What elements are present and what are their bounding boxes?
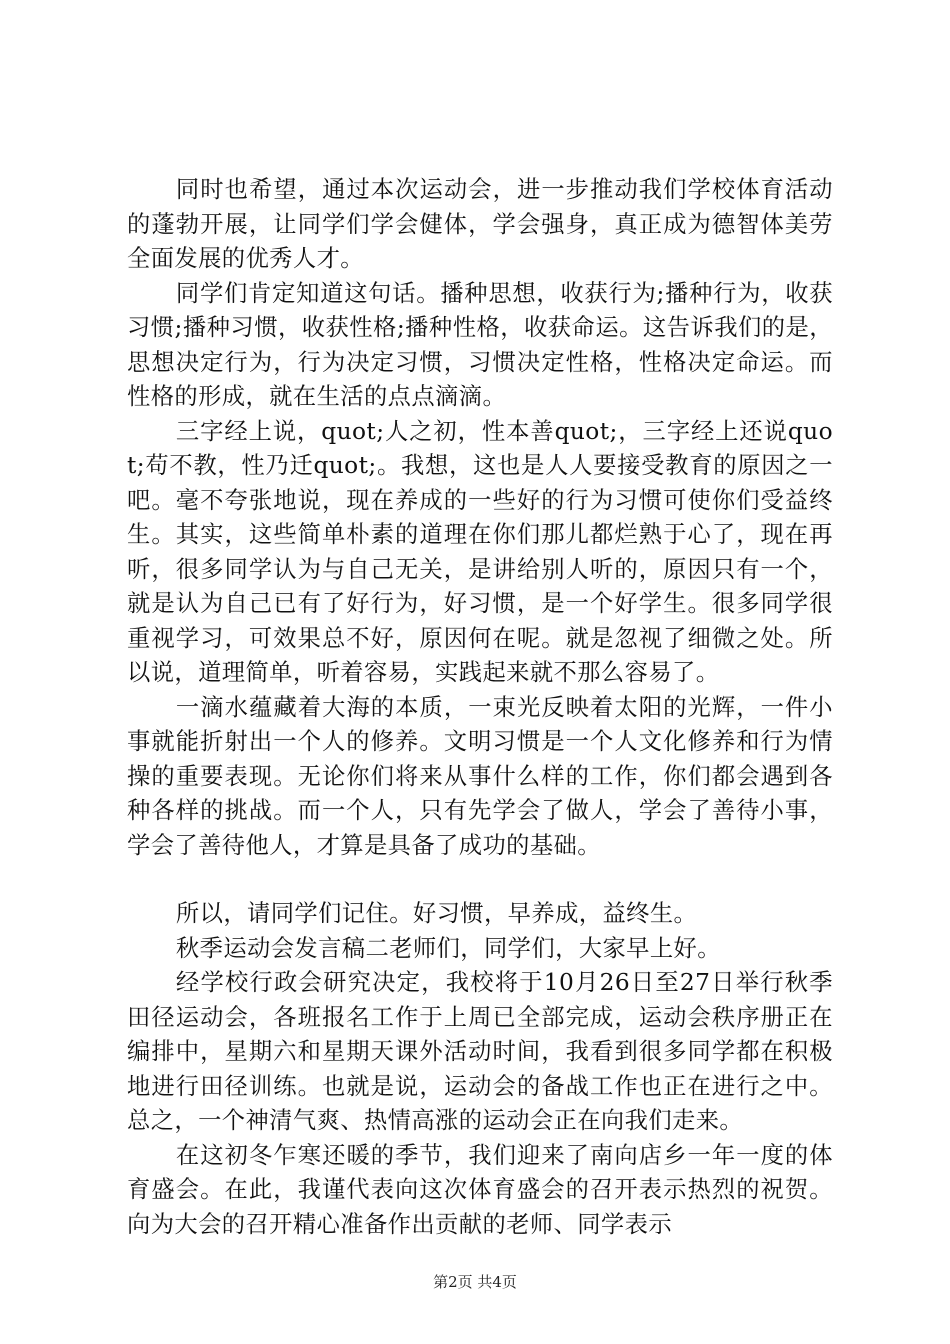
paragraph-5: 所以，请同学们记住。好习惯，早养成，益终生。 bbox=[175, 900, 698, 927]
paragraph-6: 秋季运动会发言稿二老师们，同学们，大家早上好。 bbox=[175, 934, 721, 962]
paragraph-7: 经学校行政会研究决定，我校将于10月26日至27日举行秋季田径运动会，各班报名工作于上周已全部完成，运动会秩序册正在编排中，星期六和星期天课外活动时间，我看到很多同学都在积极地进行田径训练。也就是说，运动会的备战工作也正在进行之中。总之，一个神清气爽、热情高涨的运动会正在向我们走来。 bbox=[127, 969, 833, 1134]
paragraph-4: 一滴水蕴藏着大海的本质，一束光反映着太阳的光辉，一件小事就能折射出一个人的修养。文明习惯是一个人文化修养和行为情操的重要表现。无论你们将来从事什么样的工作，你们都会遇到各种各样的挑战。而一个人，只有先学会了做人，学会了善待小事，学会了善待他人，才算是具备了成功的基础。 bbox=[127, 693, 833, 859]
paragraph-3: 三字经上说，quot;人之初，性本善quot;，三字经上还说quot;苟不教，性乃迁quot;。我想，这也是人人要接受教育的原因之一吧。毫不夸张地说，现在养成的一些好的行为习惯可使你们受益终生。其实，这些简单朴素的道理在你们那儿都烂熟于心了，现在再听，很多同学认为与自己无关，是讲给别人听的，原因只有一个，就是认为自己已有了好行为，好习惯，是一个好学生。很多同学很重视学习，可效果总不好，原因何在呢。就是忽视了细微之处。所以说，道理简单，听着容易，实践起来就不那么容易了。 bbox=[127, 417, 833, 686]
document-body bbox=[127, 173, 833, 1242]
paragraph-8: 在这初冬乍寒还暖的季节，我们迎来了南向店乡一年一度的体育盛会。在此，我谨代表向这次体育盛会的召开表示热烈的祝贺。向为大会的召开精心准备作出贡献的老师、同学表示 bbox=[127, 1141, 833, 1238]
paragraph-1: 同时也希望，通过本次运动会，进一步推动我们学校体育活动的蓬勃开展，让同学们学会健体，学会强身，真正成为德智体美劳全面发展的优秀人才。 bbox=[127, 176, 833, 272]
page-number-label: 第2页 共4页 bbox=[433, 1273, 517, 1291]
paragraph-2: 同学们肯定知道这句话。播种思想，收获行为;播种行为，收获习惯;播种习惯，收获性格;播种性格，收获命运。这告诉我们的是，思想决定行为，行为决定习惯，习惯决定性格，性格决定命运。而性格的形成，就在生活的点点滴滴。 bbox=[127, 279, 833, 410]
page-footer bbox=[0, 1272, 950, 1292]
